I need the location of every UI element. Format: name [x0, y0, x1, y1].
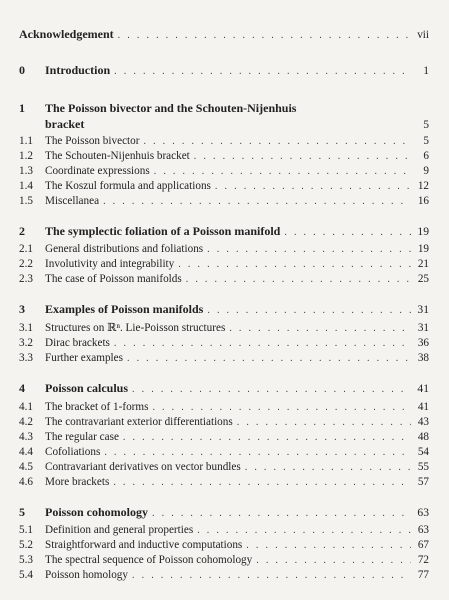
section-title: Definition and general properties [45, 524, 194, 536]
leader-dots [154, 165, 411, 179]
section-page: 57 [417, 476, 429, 488]
leader-dots [114, 65, 411, 79]
section-number: 4.1 [19, 401, 33, 413]
leader-dots [118, 29, 411, 43]
section-title: The bracket of 1-forms [45, 401, 149, 413]
section-number: 5.1 [19, 524, 33, 536]
section-page: 21 [417, 258, 429, 270]
leader-dots [237, 416, 411, 430]
section-number: 4.3 [19, 431, 33, 443]
section-number: 4.4 [19, 446, 33, 458]
section-title: General distributions and foliations [45, 243, 204, 255]
leader-dots [178, 258, 411, 272]
entry-page: vii [417, 29, 429, 41]
section-number: 1.3 [19, 165, 33, 177]
section-page: 19 [417, 243, 429, 255]
section-title: The Koszul formula and applications [45, 180, 211, 192]
chapter-number: 4 [19, 381, 25, 395]
chapter-title: Examples of Poisson manifolds [45, 302, 204, 316]
section-number: 1.4 [19, 180, 33, 192]
leader-dots [215, 180, 411, 194]
section-title: Coordinate expressions [45, 165, 150, 177]
section-title: The regular case [45, 431, 119, 443]
leader-dots [245, 461, 411, 475]
chapter-page: 19 [417, 225, 429, 238]
leader-dots [123, 431, 411, 445]
section-page: 31 [417, 322, 429, 334]
section-page: 12 [417, 180, 429, 192]
section-page: 67 [417, 539, 429, 551]
section-title: The Schouten-Nijenhuis bracket [45, 150, 190, 162]
chapter-number: 3 [19, 302, 25, 316]
leader-dots [113, 476, 411, 490]
section-page: 16 [417, 195, 429, 207]
section-title: Further examples [45, 352, 123, 364]
section-number: 3.3 [19, 352, 33, 364]
section-number: 2.3 [19, 273, 33, 285]
section-page: 5 [423, 135, 429, 147]
section-title: Involutivity and integrability [45, 258, 175, 270]
leader-dots [103, 195, 411, 209]
chapter-title: Poisson cohomology [45, 505, 149, 519]
chapter-number: 0 [19, 63, 25, 77]
section-page: 41 [417, 401, 429, 413]
chapter-title: Introduction [45, 63, 111, 77]
section-number: 3.1 [19, 322, 33, 334]
leader-dots [256, 554, 411, 568]
section-page: 72 [417, 554, 429, 566]
section-title: Contravariant derivatives on vector bundles [45, 461, 241, 473]
section-page: 6 [423, 150, 429, 162]
leader-dots [229, 322, 411, 336]
leader-dots [207, 304, 411, 318]
leader-dots [284, 226, 411, 240]
section-title: Miscellanea [45, 195, 100, 207]
leader-dots [207, 243, 411, 257]
leader-dots [246, 539, 411, 553]
section-title: The case of Poisson manifolds [45, 273, 182, 285]
section-number: 5.4 [19, 569, 33, 581]
section-number: 1.2 [19, 150, 33, 162]
section-title: The spectral sequence of Poisson cohomology [45, 554, 253, 566]
section-number: 5.2 [19, 539, 33, 551]
section-page: 54 [417, 446, 429, 458]
section-number: 1.1 [19, 135, 33, 147]
section-title: Poisson homology [45, 569, 128, 581]
section-page: 36 [417, 337, 429, 349]
section-title: Structures on ℝⁿ. Lie-Poisson structures [45, 322, 226, 334]
section-title: Straightforward and inductive computations [45, 539, 243, 551]
chapter-page: 1 [423, 64, 429, 77]
leader-dots [104, 446, 411, 460]
section-page: 25 [417, 273, 429, 285]
section-page: 43 [417, 416, 429, 428]
section-number: 5.3 [19, 554, 33, 566]
section-page: 63 [417, 524, 429, 536]
leader-dots [143, 135, 411, 149]
leader-dots [132, 383, 411, 397]
entry-title: Acknowledgement [19, 27, 114, 41]
section-number: 4.6 [19, 476, 33, 488]
chapter-page: 63 [417, 506, 429, 519]
section-number: 1.5 [19, 195, 33, 207]
chapter-title: Poisson calculus [45, 381, 129, 395]
chapter-title-line2: bracket [45, 117, 85, 131]
leader-dots [127, 352, 411, 366]
section-page: 9 [423, 165, 429, 177]
section-page: 48 [417, 431, 429, 443]
section-page: 38 [417, 352, 429, 364]
chapter-page: 41 [417, 382, 429, 395]
chapter-page: 5 [423, 118, 429, 131]
section-page: 55 [417, 461, 429, 473]
leader-dots [194, 150, 411, 164]
leader-dots [114, 337, 411, 351]
section-title: The Poisson bivector [45, 135, 140, 147]
section-title: Dirac brackets [45, 337, 110, 349]
chapter-title: The symplectic foliation of a Poisson manifold [45, 224, 281, 238]
leader-dots [197, 524, 411, 538]
leader-dots [152, 401, 411, 415]
chapter-number: 1 [19, 101, 25, 115]
section-page: 77 [417, 569, 429, 581]
chapter-page: 31 [417, 303, 429, 316]
section-number: 4.5 [19, 461, 33, 473]
leader-dots [152, 507, 411, 521]
section-number: 4.2 [19, 416, 33, 428]
chapter-number: 2 [19, 224, 25, 238]
chapter-number: 5 [19, 505, 25, 519]
leader-dots [132, 569, 411, 583]
section-title: More brackets [45, 476, 110, 488]
section-title: Cofoliations [45, 446, 101, 458]
leader-dots [186, 273, 411, 287]
section-number: 2.2 [19, 258, 33, 270]
section-title: The contravariant exterior differentiations [45, 416, 233, 428]
chapter-title-line1: The Poisson bivector and the Schouten-Nijenhuis [45, 101, 297, 115]
section-number: 3.2 [19, 337, 33, 349]
section-number: 2.1 [19, 243, 33, 255]
